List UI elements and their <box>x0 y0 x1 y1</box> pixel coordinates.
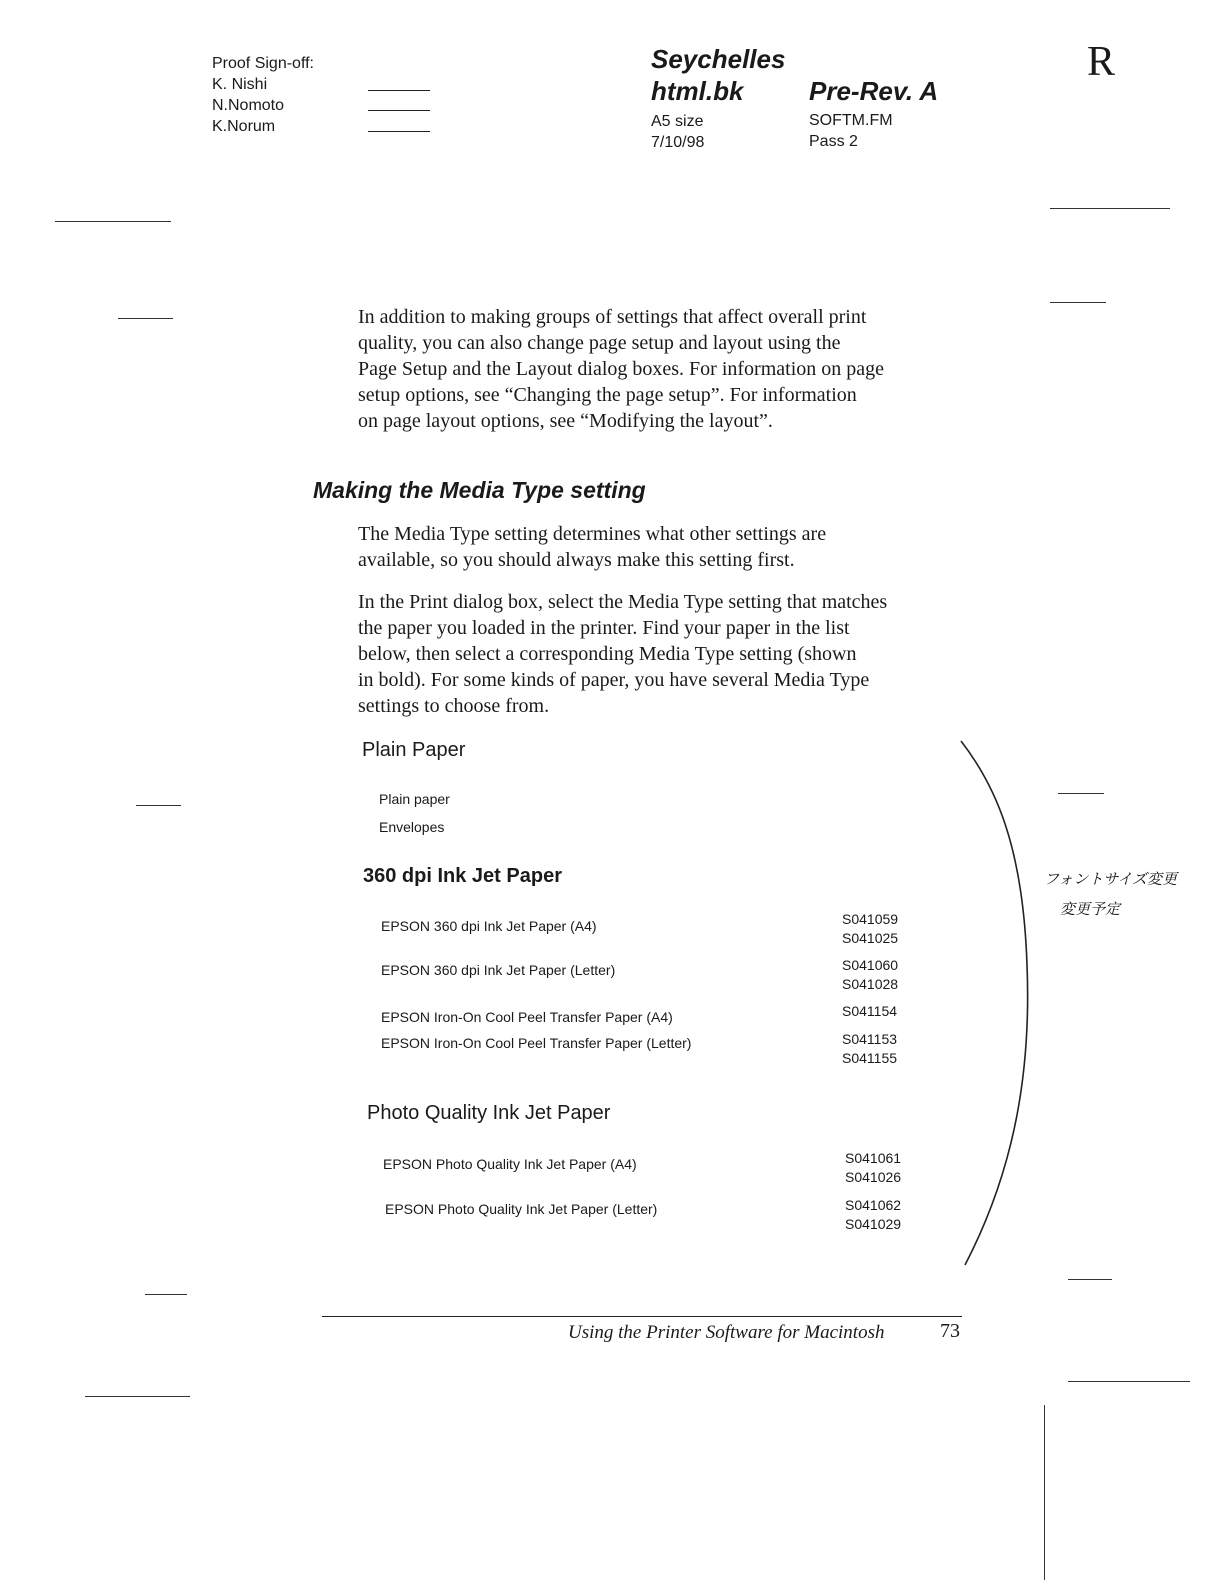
group-heading-360dpi: 360 dpi Ink Jet Paper <box>363 865 562 887</box>
crop-mark <box>1050 208 1170 209</box>
page-number: 73 <box>940 1320 960 1342</box>
text-line: In addition to making groups of settings that affect overall print <box>358 306 867 328</box>
crop-mark <box>136 805 181 806</box>
handwritten-bracket <box>955 735 1045 1275</box>
text-line: setup options, see “Changing the page setup”. For information <box>358 384 857 406</box>
crop-mark <box>55 221 171 222</box>
header-title-line1: Seychelles <box>651 44 786 74</box>
product-code: S041154 <box>842 1003 898 1019</box>
list-item: EPSON Photo Quality Ink Jet Paper (Letter) <box>385 1201 658 1217</box>
header-date: 7/10/98 <box>651 134 705 151</box>
product-code: S041155 <box>842 1050 898 1066</box>
crop-mark-vertical <box>1044 1405 1045 1580</box>
header-revision: Pre-Rev. A <box>809 76 939 106</box>
header-file: SOFTM.FM <box>809 112 893 129</box>
text-line: the paper you loaded in the printer. Find your paper in the list <box>358 617 850 639</box>
signoff-name: K. Nishi <box>212 76 268 93</box>
signoff-label: Proof Sign-off: <box>212 55 314 72</box>
list-item: EPSON 360 dpi Ink Jet Paper (A4) <box>381 918 597 934</box>
text-line: in bold). For some kinds of paper, you have several Media Type <box>358 669 870 691</box>
proof-signoff <box>212 53 314 137</box>
list-item: Envelopes <box>379 819 445 835</box>
section-heading: Making the Media Type setting <box>313 477 646 503</box>
list-item: Plain paper <box>379 791 450 807</box>
section-paragraph-1 <box>358 521 948 573</box>
text-line: Page Setup and the Layout dialog boxes. For information on page <box>358 358 885 380</box>
crop-mark <box>145 1294 187 1295</box>
text-line: The Media Type setting determines what other settings are <box>358 523 827 545</box>
group-heading-plain-paper: Plain Paper <box>362 739 466 761</box>
note-line: 変更予定 <box>1060 900 1121 918</box>
note-line: フォントサイズ変更 <box>1044 870 1178 888</box>
crop-mark <box>118 318 173 319</box>
text-line: on page layout options, see “Modifying the layout”. <box>358 410 773 432</box>
revision-mark: R <box>1087 39 1116 85</box>
product-code: S041062 <box>845 1197 902 1213</box>
text-line: available, so you should always make this setting first. <box>358 549 795 571</box>
product-code: S041025 <box>842 930 899 946</box>
list-item: EPSON Iron-On Cool Peel Transfer Paper (Letter) <box>381 1035 692 1051</box>
crop-mark <box>1050 302 1106 303</box>
intro-paragraph <box>358 304 948 434</box>
signoff-line <box>368 131 430 132</box>
text-line: quality, you can also change page setup and layout using the <box>358 332 841 354</box>
product-code: S041061 <box>845 1150 902 1166</box>
signoff-line <box>368 110 430 111</box>
header-title-line2: html.bk <box>651 76 744 106</box>
list-item: EPSON Photo Quality Ink Jet Paper (A4) <box>383 1156 637 1172</box>
signoff-line <box>368 90 430 91</box>
handwritten-note <box>1044 864 1177 924</box>
footer-title: Using the Printer Software for Macintosh <box>568 1322 885 1343</box>
crop-mark <box>1068 1279 1112 1280</box>
list-item: EPSON 360 dpi Ink Jet Paper (Letter) <box>381 962 616 978</box>
text-line: In the Print dialog box, select the Media Type setting that matches <box>358 591 888 613</box>
signoff-name: K.Norum <box>212 118 276 135</box>
crop-mark <box>1068 1381 1190 1382</box>
footer-rule <box>322 1316 962 1317</box>
header-size: A5 size <box>651 113 704 130</box>
text-line: settings to choose from. <box>358 695 550 717</box>
product-code: S041029 <box>845 1216 902 1232</box>
text-line: below, then select a corresponding Media Type setting (shown <box>358 643 857 665</box>
product-code: S041026 <box>845 1169 902 1185</box>
product-code: S041153 <box>842 1031 898 1047</box>
crop-mark <box>1058 793 1104 794</box>
list-item: EPSON Iron-On Cool Peel Transfer Paper (A4) <box>381 1009 673 1025</box>
header-pass: Pass 2 <box>809 133 858 150</box>
group-heading-photo-quality: Photo Quality Ink Jet Paper <box>367 1102 611 1124</box>
product-code: S041059 <box>842 911 899 927</box>
section-paragraph-2 <box>358 589 948 719</box>
product-code: S041060 <box>842 957 899 973</box>
crop-mark <box>85 1396 190 1397</box>
signoff-name: N.Nomoto <box>212 97 285 114</box>
product-code: S041028 <box>842 976 899 992</box>
